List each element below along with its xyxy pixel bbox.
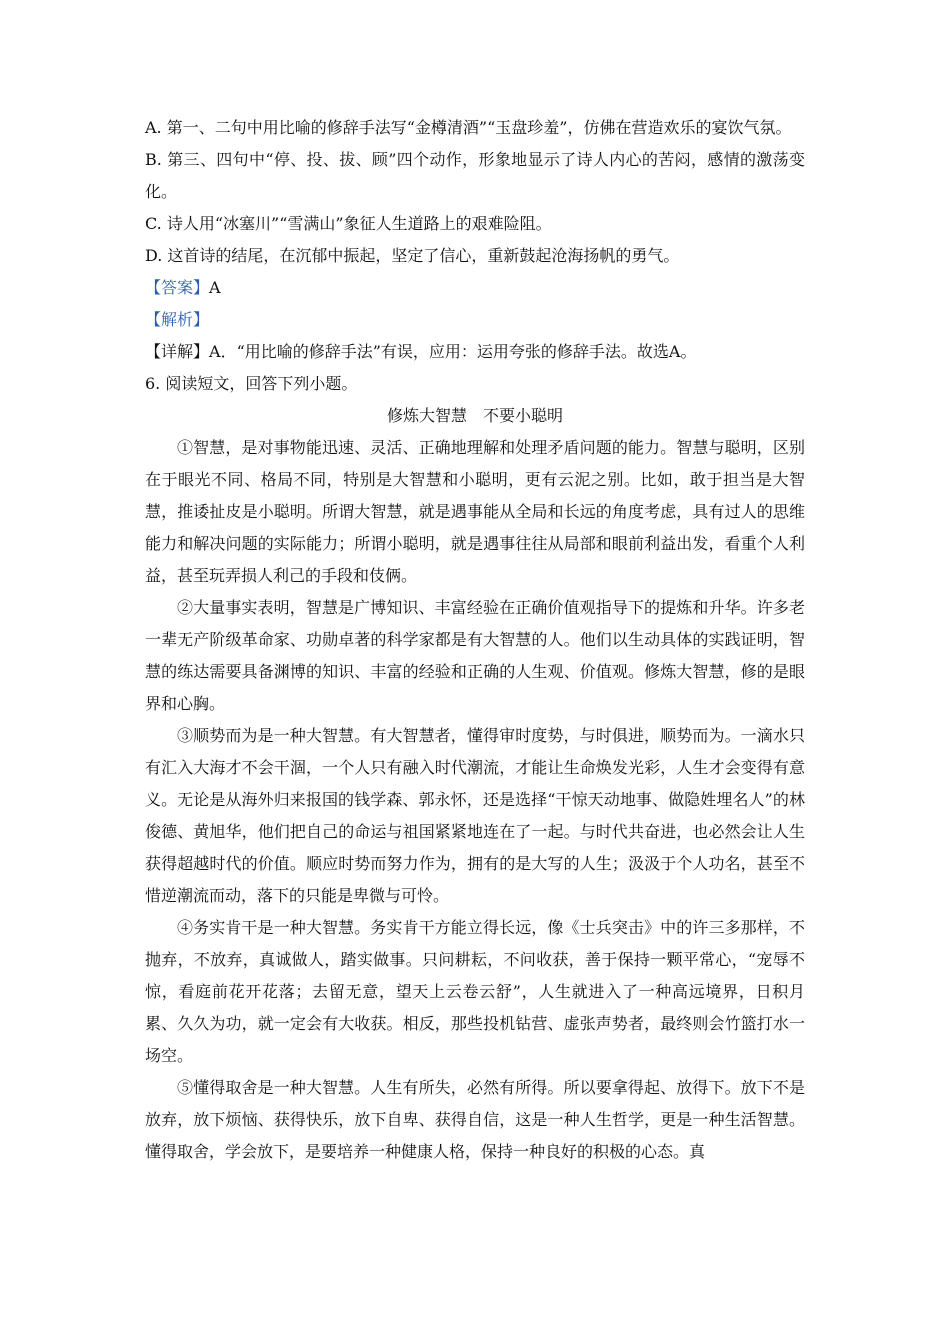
article-title: 修炼大智慧 不要小聪明 [386,406,563,425]
detail-line [145,336,805,368]
analysis-tag: 【解析】 [145,310,210,329]
article-paragraph-5: ⑤懂得取舍是一种大智慧。人生有所失，必然有所得。所以要拿得起、放得下。放下不是放弃，放下烦恼、获得快乐，放下自卑、获得自信，这是一种人生哲学，更是一种生活智慧。懂得取舍，学会放下，是要培养一种健康人格，保持一种良好的积极的心态。真 [145,1078,805,1161]
article-paragraph-1: ①智慧，是对事物能迅速、灵活、正确地理解和处理矛盾问题的能力。智慧与聪明，区别在于眼光不同、格局不同，特别是大智慧和小聪明，更有云泥之别。比如，敢于担当是大智慧，推诿扯皮是小聪明。所谓大智慧，就是遇事能从全局和长远的角度考虑，具有过人的思维能力和解决问题的实际能力；所谓小聪明，就是遇事往往从局部和眼前利益出发，看重个人利益，甚至玩弄损人利己的手段和伎俩。 [145,438,805,585]
article-paragraph-2: ②大量事实表明，智慧是广博知识、丰富经验在正确价值观指导下的提炼和升华。许多老一辈无产阶级革命家、功勋卓著的科学家都是有大智慧的人。他们以生动具体的实践证明，智慧的练达需要具备渊博的知识、丰富的经验和正确的人生观、价值观。修炼大智慧，修的是眼界和心胸。 [145,598,805,713]
option-d: D. 这首诗的结尾，在沉郁中振起，坚定了信心，重新鼓起沧海扬帆的勇气。 [145,246,680,265]
detail-text: A．“用比喻的修辞手法”有误，应用：运用夸张的修辞手法。故选A。 [209,342,697,361]
option-a: A. 第一、二句中用比喻的修辞手法写“金樽清酒”“玉盘珍羞”，仿佛在营造欢乐的宴饮气氛。 [145,118,792,137]
answer-value: A [209,278,221,297]
article-paragraph-3: ③顺势而为是一种大智慧。有大智慧者，懂得审时度势，与时俱进，顺势而为。一滴水只有汇入大海才不会干涸，一个人只有融入时代潮流，才能让生命焕发光彩，人生才会变得有意义。无论是从海外归来报国的钱学森、郭永怀，还是选择“干惊天动地事、做隐姓埋名人”的林俊德、黄旭华，他们把自己的命运与祖国紧紧地连在了一起。与时代共奋进，也必然会让人生获得超越时代的价值。顺应时势而努力作为，拥有的是大写的人生；汲汲于个人功名，甚至不惜逆潮流而动，落下的只能是卑微与可怜。 [145,726,805,905]
detail-tag: 【详解】 [145,342,210,361]
question-6: 6. 阅读短文，回答下列小题。 [145,374,358,393]
document-page [145,112,805,1168]
article-paragraph-4: ④务实肯干是一种大智慧。务实肯干方能立得长远，像《士兵突击》中的许三多那样，不抛弃，不放弃，真诚做人，踏实做事。只问耕耘，不问收获，善于保持一颗平常心，“宠辱不惊，看庭前花开花落；去留无意，望天上云卷云舒”，人生就进入了一种高远境界，日积月累、久久为功，就一定会有大收获。相反，那些投机钻营、虚张声势者，最终则会竹篮打水一场空。 [145,918,805,1065]
option-b: B. 第三、四句中“停、投、拔、顾”四个动作，形象地显示了诗人内心的苦闷，感情的激荡变化。 [145,150,805,201]
answer-line [145,272,805,304]
option-c: C. 诗人用“冰塞川”“雪满山”象征人生道路上的艰难险阻。 [145,214,552,233]
analysis-line [145,304,805,336]
answer-tag: 【答案】 [145,278,210,297]
